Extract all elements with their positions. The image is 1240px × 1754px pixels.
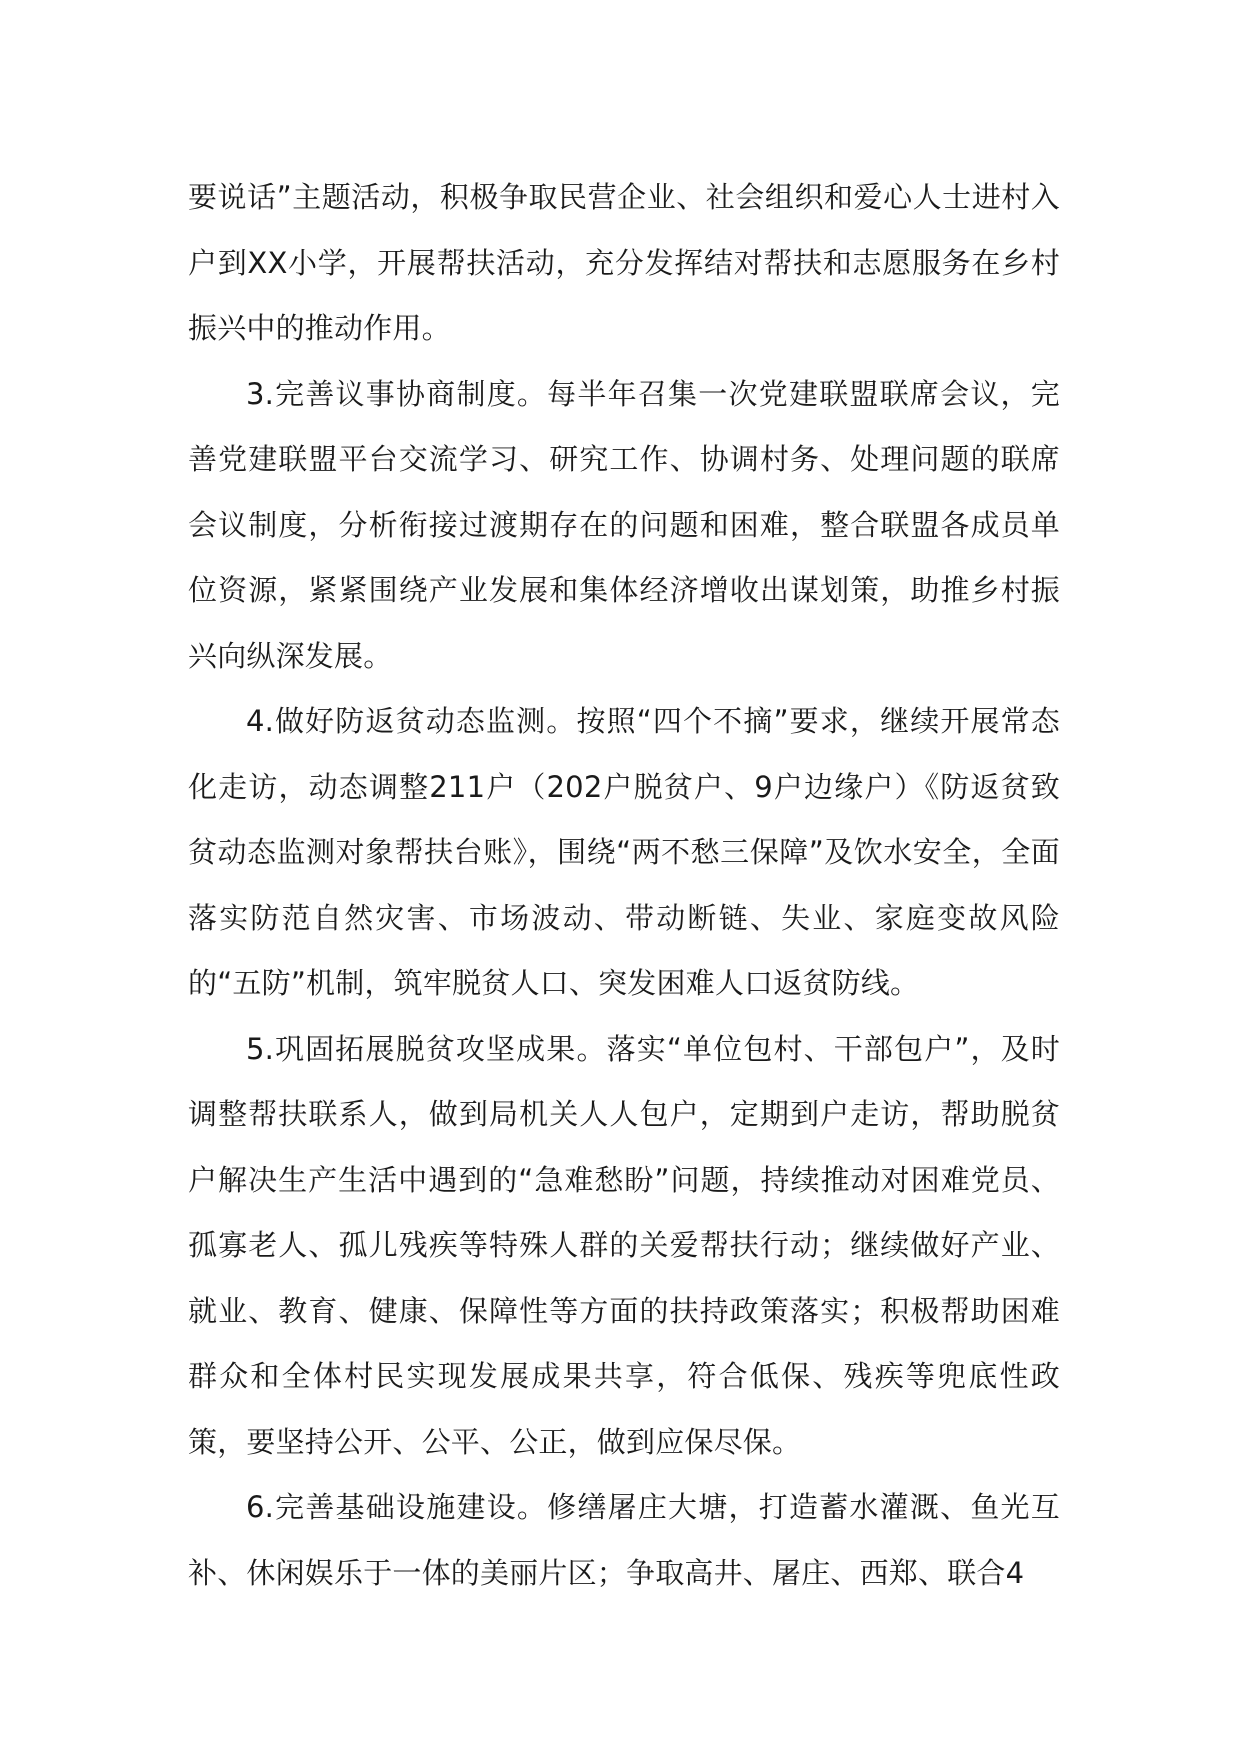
paragraph-continuation: 要说话”主题活动，积极争取民营企业、社会组织和爱心人士进村入户到XX小学，开展帮扶活动，充分发挥结对帮扶和志愿服务在乡村振兴中的推动作用。 [188, 180, 1060, 345]
paragraph-item-6: 6.完善基础设施建设。修缮屠庄大塘，打造蓄水灌溉、鱼光互补、休闲娱乐于一体的美丽片区；争取高井、屠庄、西郑、联合4 [188, 1490, 1060, 1590]
document-body [188, 165, 1060, 1606]
paragraph-item-4: 4.做好防返贫动态监测。按照“四个不摘”要求，继续开展常态化走访，动态调整211户（202户脱贫户、9户边缘户）《防返贫致贫动态监测对象帮扶台账》，围绕“两不愁三保障”及饮水安全，全面落实防范自然灾害、市场波动、带动断链、失业、家庭变故风险的“五防”机制，筑牢脱贫人口、突发困难人口返贫防线。 [188, 704, 1060, 1000]
paragraph-item-5: 5.巩固拓展脱贫攻坚成果。落实“单位包村、干部包户”，及时调整帮扶联系人，做到局机关人人包户，定期到户走访，帮助脱贫户解决生产生活中遇到的“急难愁盼”问题，持续推动对困难党员、孤寡老人、孤儿残疾等特殊人群的关爱帮扶行动；继续做好产业、就业、教育、健康、保障性等方面的扶持政策落实；积极帮助困难群众和全体村民实现发展成果共享，符合低保、残疾等兜底性政策，要坚持公开、公平、公正，做到应保尽保。 [188, 1031, 1060, 1459]
paragraph-item-3: 3.完善议事协商制度。每半年召集一次党建联盟联席会议，完善党建联盟平台交流学习、研究工作、协调村务、处理问题的联席会议制度，分析衔接过渡期存在的问题和困难，整合联盟各成员单位资源，紧紧围绕产业发展和集体经济增收出谋划策，助推乡村振兴向纵深发展。 [188, 376, 1060, 673]
